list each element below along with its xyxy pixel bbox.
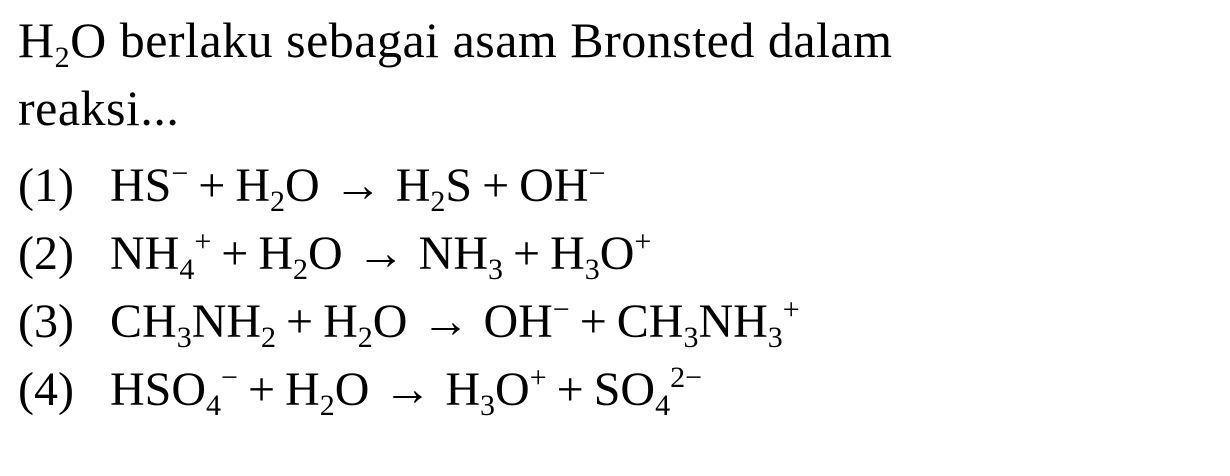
- subscript: 3: [767, 321, 783, 354]
- formula-part: O: [334, 363, 370, 416]
- product-1: [483, 295, 569, 348]
- question-continuation: reaksi...: [18, 80, 180, 136]
- formula-part: NH: [418, 227, 488, 280]
- formula-part: H: [258, 227, 293, 280]
- reactant-2: [258, 227, 343, 286]
- formula-part: HS: [110, 159, 172, 212]
- subscript: 3: [176, 321, 192, 354]
- formula-part: H: [235, 159, 271, 212]
- reaction-arrow: →: [383, 363, 432, 416]
- subscript: 2: [319, 389, 335, 422]
- subscript: 2: [270, 185, 286, 218]
- plus-sign: +: [286, 295, 314, 348]
- formula-part: CH: [110, 295, 177, 348]
- subscript: 2: [430, 185, 446, 218]
- charge: −: [588, 157, 606, 190]
- reaction-arrow: →: [421, 295, 470, 348]
- reactant-2: [285, 363, 370, 422]
- reaction-number: (3): [18, 295, 74, 348]
- product-2: [550, 225, 652, 286]
- question-sentence: O berlaku sebagai asam Bronsted dalam: [70, 12, 893, 68]
- subscript: 4: [655, 389, 671, 422]
- formula-part: CH: [616, 295, 684, 348]
- reactant-1: [110, 159, 188, 212]
- reaction-3: [18, 288, 1218, 356]
- formula-part: H: [285, 363, 320, 416]
- reaction-arrow: →: [356, 227, 405, 280]
- reactant-1: [110, 295, 277, 354]
- formula-part: O: [495, 363, 530, 416]
- reaction-number: (2): [18, 227, 74, 280]
- subscript: 2: [293, 253, 308, 286]
- plus-sign: +: [247, 363, 276, 416]
- charge: −: [552, 293, 570, 326]
- charge: +: [782, 293, 800, 326]
- product-1: [418, 227, 503, 286]
- formula-part: O: [599, 227, 635, 280]
- water-formula: [18, 12, 71, 74]
- plus-sign: +: [579, 295, 607, 348]
- subscript: 4: [206, 389, 222, 422]
- reaction-number: (4): [18, 363, 74, 416]
- plus-sign: +: [198, 159, 226, 212]
- formula-part: HSO: [110, 363, 207, 416]
- formula-part: NH: [191, 295, 262, 348]
- reactant-2: [235, 159, 320, 218]
- plus-sign: +: [482, 159, 510, 212]
- charge: +: [529, 361, 547, 394]
- reaction-number: (1): [18, 159, 74, 212]
- reactant-1: [110, 225, 212, 286]
- formula-part: H: [395, 159, 431, 212]
- reactant-1: [110, 361, 238, 422]
- question-text: [18, 6, 1218, 142]
- formula-part: NH: [698, 295, 768, 348]
- subscript: 2: [357, 321, 373, 354]
- reaction-2: [18, 220, 1218, 288]
- reactant-2: [323, 295, 408, 354]
- plus-sign: +: [221, 227, 249, 280]
- product-2: [616, 293, 800, 354]
- formula-part: NH: [110, 227, 180, 280]
- formula-part: SO: [593, 363, 656, 416]
- subscript: 4: [179, 253, 195, 286]
- reaction-1: [18, 152, 1218, 220]
- plus-sign: +: [556, 363, 584, 416]
- reaction-arrow: →: [333, 159, 382, 212]
- charge: −: [221, 361, 238, 394]
- formula-part: S: [445, 159, 473, 212]
- reaction-list: [18, 152, 1218, 424]
- subscript: 3: [683, 321, 699, 354]
- formula-part: H: [323, 295, 358, 348]
- element-symbol: H: [18, 12, 55, 68]
- charge: +: [194, 225, 212, 258]
- product-1: [445, 361, 547, 422]
- charge: 2−: [670, 361, 702, 394]
- subscript: 3: [480, 389, 496, 422]
- formula-part: O: [285, 159, 320, 212]
- subscript: 3: [584, 253, 600, 286]
- subscript: 2: [261, 321, 277, 354]
- charge: −: [171, 157, 189, 190]
- formula-part: H: [445, 363, 481, 416]
- formula-part: OH: [483, 295, 553, 348]
- product-2: [519, 159, 605, 212]
- charge: +: [634, 225, 652, 258]
- formula-part: OH: [519, 159, 589, 212]
- formula-part: O: [308, 227, 343, 280]
- product-2: [593, 361, 702, 422]
- formula-part: O: [372, 295, 408, 348]
- subscript: 3: [488, 253, 503, 286]
- reaction-4: [18, 356, 1218, 424]
- plus-sign: +: [513, 227, 541, 280]
- formula-part: H: [550, 227, 585, 280]
- subscript: 2: [54, 41, 71, 74]
- product-1: [395, 159, 473, 218]
